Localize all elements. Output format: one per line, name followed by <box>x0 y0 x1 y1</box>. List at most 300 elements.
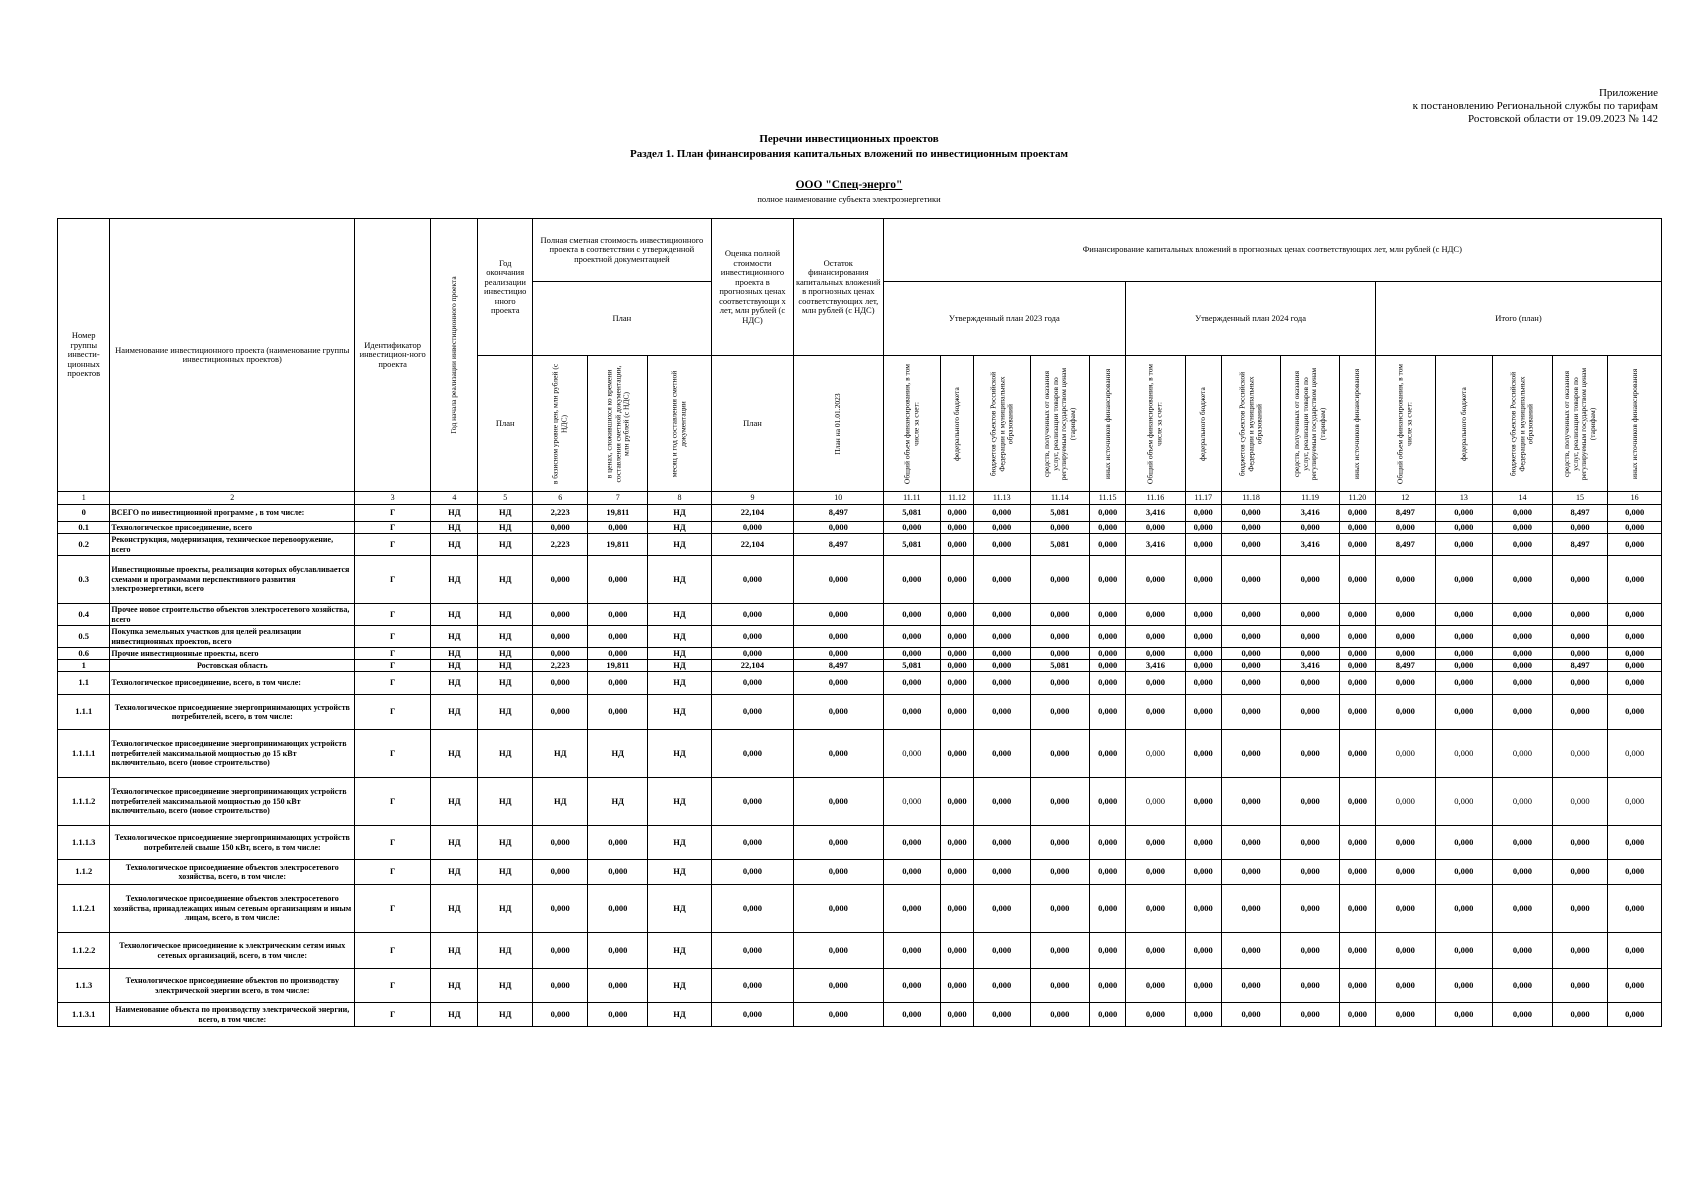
row-name-cell: Инвестиционные проекты, реализация которых обуславливается схемами и программами перспективного развития электроэнергетики, всего <box>110 556 355 604</box>
row-start-year-cell: НД <box>431 556 478 604</box>
row-financing-cell: 0,000 <box>941 534 974 556</box>
header-current-price: в ценах, сложившихся ко времени составления сметной документации, млн рублей (с НДС) <box>588 356 648 492</box>
header-2023-regional: бюджетов субъектов Российской Федерации и муниципальных образований <box>973 356 1030 492</box>
row-financing-cell: 0,000 <box>1126 695 1186 730</box>
table-row <box>58 522 1662 534</box>
row-financing-cell: 0,000 <box>1281 695 1340 730</box>
row-remaining-cell: 0,000 <box>794 604 883 626</box>
row-base-price-cell: 2,223 <box>532 660 588 672</box>
header-estimate-date: месяц и год составления сметной документации <box>648 356 712 492</box>
row-financing-cell: 0,000 <box>1493 885 1553 933</box>
row-financing-cell: 0,000 <box>1552 695 1608 730</box>
row-financing-cell: 0,000 <box>1221 826 1281 860</box>
row-financing-cell: 0,000 <box>1090 969 1126 1003</box>
row-financing-cell: 0,000 <box>1090 933 1126 969</box>
row-end-year-cell: НД <box>478 730 532 778</box>
table-row <box>58 730 1662 778</box>
row-start-year-cell: НД <box>431 826 478 860</box>
row-financing-cell: 0,000 <box>1435 1003 1493 1027</box>
row-financing-cell: 0,000 <box>1375 969 1435 1003</box>
row-financing-cell: 0,000 <box>883 1003 941 1027</box>
row-estimate-cell: 0,000 <box>711 969 793 1003</box>
row-financing-cell: 0,000 <box>1185 730 1221 778</box>
row-financing-cell: 0,000 <box>1221 885 1281 933</box>
row-financing-cell: 0,000 <box>1185 860 1221 885</box>
row-financing-cell: 0,000 <box>973 860 1030 885</box>
row-financing-cell: 0,000 <box>1435 556 1493 604</box>
row-estimate-date-cell: НД <box>648 969 712 1003</box>
row-name-cell: Технологическое присоединение, всего <box>110 522 355 534</box>
row-remaining-cell: 0,000 <box>794 672 883 695</box>
row-financing-cell: 0,000 <box>1493 730 1553 778</box>
row-financing-cell: 0,000 <box>1030 604 1090 626</box>
row-financing-cell: 0,000 <box>1339 534 1375 556</box>
row-financing-cell: 0,000 <box>1185 522 1221 534</box>
row-financing-cell: 0,000 <box>1552 626 1608 648</box>
row-name-cell: Технологическое присоединение энергопринимающих устройств потребителей максимальной мощностью до 15 кВт включительно, всего (новое строительство) <box>110 730 355 778</box>
header-plan-2023: Утвержденный план 2023 года <box>883 282 1126 356</box>
row-financing-cell: 0,000 <box>1608 672 1662 695</box>
row-financing-cell: 0,000 <box>883 695 941 730</box>
row-financing-cell: 0,000 <box>1185 672 1221 695</box>
row-financing-cell: 0,000 <box>1030 648 1090 660</box>
row-id-cell: Г <box>355 730 431 778</box>
column-number-cell: 2 <box>110 492 355 505</box>
row-financing-cell: 0,000 <box>1090 885 1126 933</box>
row-financing-cell: 0,000 <box>1608 626 1662 648</box>
table-body <box>58 492 1662 1027</box>
row-estimate-cell: 0,000 <box>711 885 793 933</box>
row-financing-cell: 0,000 <box>1608 604 1662 626</box>
row-financing-cell: 0,000 <box>1375 626 1435 648</box>
row-number-cell: 1.1.3 <box>58 969 110 1003</box>
row-estimate-date-cell: НД <box>648 695 712 730</box>
row-financing-cell: 0,000 <box>1126 672 1186 695</box>
row-financing-cell: 0,000 <box>1339 933 1375 969</box>
row-estimate-cell: 0,000 <box>711 695 793 730</box>
row-financing-cell: 0,000 <box>1375 648 1435 660</box>
row-financing-cell: 0,000 <box>1281 969 1340 1003</box>
header-project-id: Идентификатор инвестицион-ного проекта <box>355 219 431 492</box>
table-row <box>58 556 1662 604</box>
row-financing-cell: 0,000 <box>1608 505 1662 522</box>
table-row <box>58 885 1662 933</box>
row-end-year-cell: НД <box>478 604 532 626</box>
row-financing-cell: 0,000 <box>1030 730 1090 778</box>
row-estimate-cell: 0,000 <box>711 626 793 648</box>
row-remaining-cell: 0,000 <box>794 648 883 660</box>
row-financing-cell: 0,000 <box>1375 860 1435 885</box>
row-financing-cell: 0,000 <box>1030 969 1090 1003</box>
header-cost-estimate: Оценка полной стоимости инвестиционного проекта в прогнозных ценах соответствующи х лет, млн рублей (с НДС) <box>711 219 793 356</box>
row-estimate-date-cell: НД <box>648 933 712 969</box>
row-financing-cell: 0,000 <box>883 648 941 660</box>
row-remaining-cell: 0,000 <box>794 969 883 1003</box>
column-number-cell: 8 <box>648 492 712 505</box>
row-financing-cell: 0,000 <box>1126 860 1186 885</box>
table-row <box>58 860 1662 885</box>
row-financing-cell: 0,000 <box>1435 860 1493 885</box>
row-number-cell: 1.1.2.1 <box>58 885 110 933</box>
row-estimate-cell: 0,000 <box>711 604 793 626</box>
row-financing-cell: 0,000 <box>1185 885 1221 933</box>
row-estimate-cell: 0,000 <box>711 826 793 860</box>
row-financing-cell: 0,000 <box>1552 969 1608 1003</box>
row-financing-cell: 0,000 <box>1608 522 1662 534</box>
row-financing-cell: 0,000 <box>973 672 1030 695</box>
row-financing-cell: 0,000 <box>1608 778 1662 826</box>
row-financing-cell: 0,000 <box>973 695 1030 730</box>
table-row <box>58 826 1662 860</box>
header-plan-total: Итого (план) <box>1375 282 1661 356</box>
annex-line: Приложение <box>1598 87 1658 99</box>
row-financing-cell: 0,000 <box>1493 826 1553 860</box>
header-plan-2024: Утвержденный план 2024 года <box>1126 282 1376 356</box>
row-base-price-cell: 0,000 <box>532 626 588 648</box>
row-financing-cell: 0,000 <box>1608 660 1662 672</box>
row-financing-cell: 0,000 <box>1339 522 1375 534</box>
row-id-cell: Г <box>355 660 431 672</box>
row-current-price-cell: 0,000 <box>588 626 648 648</box>
row-financing-cell: 0,000 <box>1493 604 1553 626</box>
row-financing-cell: 0,000 <box>1090 672 1126 695</box>
row-financing-cell: 0,000 <box>1281 730 1340 778</box>
row-end-year-cell: НД <box>478 556 532 604</box>
row-financing-cell: 0,000 <box>883 604 941 626</box>
row-financing-cell: 0,000 <box>1339 860 1375 885</box>
row-financing-cell: 0,000 <box>1608 1003 1662 1027</box>
row-current-price-cell: НД <box>588 730 648 778</box>
header-full-cost-plan: План <box>532 282 711 356</box>
row-financing-cell: 0,000 <box>1608 648 1662 660</box>
row-estimate-date-cell: НД <box>648 534 712 556</box>
row-financing-cell: 0,000 <box>1552 604 1608 626</box>
row-base-price-cell: 0,000 <box>532 885 588 933</box>
row-financing-cell: 0,000 <box>1185 648 1221 660</box>
row-start-year-cell: НД <box>431 660 478 672</box>
row-financing-cell: 0,000 <box>1339 778 1375 826</box>
row-remaining-cell: 0,000 <box>794 885 883 933</box>
row-financing-cell: 0,000 <box>1435 778 1493 826</box>
column-number-cell: 7 <box>588 492 648 505</box>
row-name-cell: Технологическое присоединение объектов по производству электрической энергии всего, в том числе: <box>110 969 355 1003</box>
row-base-price-cell: 0,000 <box>532 826 588 860</box>
row-financing-cell: 0,000 <box>1281 556 1340 604</box>
column-number-cell: 11.18 <box>1221 492 1281 505</box>
row-end-year-cell: НД <box>478 660 532 672</box>
row-financing-cell: 0,000 <box>1030 1003 1090 1027</box>
row-end-year-cell: НД <box>478 626 532 648</box>
row-financing-cell: 0,000 <box>1339 672 1375 695</box>
row-financing-cell: 0,000 <box>1435 534 1493 556</box>
row-financing-cell: 0,000 <box>973 933 1030 969</box>
column-number-cell: 4 <box>431 492 478 505</box>
header-total-tariff: средств, полученных от оказания услуг, реализации товаров по регулируемым государством ценам (тарифам) <box>1552 356 1608 492</box>
row-financing-cell: 0,000 <box>941 885 974 933</box>
row-end-year-cell: НД <box>478 1003 532 1027</box>
header-2023-total: Общий объем финансирования, в том числе за счет: <box>883 356 941 492</box>
row-number-cell: 0.1 <box>58 522 110 534</box>
row-current-price-cell: 0,000 <box>588 933 648 969</box>
row-financing-cell: 0,000 <box>1339 556 1375 604</box>
row-number-cell: 1.1.2 <box>58 860 110 885</box>
row-remaining-cell: 0,000 <box>794 626 883 648</box>
row-id-cell: Г <box>355 648 431 660</box>
row-financing-cell: 0,000 <box>1030 778 1090 826</box>
annex-line: Ростовской области от 19.09.2023 № 142 <box>1467 113 1658 125</box>
row-start-year-cell: НД <box>431 672 478 695</box>
column-number-cell: 13 <box>1435 492 1493 505</box>
header-2024-tariff: средств, полученных от оказания услуг, реализации товаров по регулируемым государством ценам (тарифам) <box>1281 356 1340 492</box>
row-current-price-cell: 0,000 <box>588 672 648 695</box>
row-id-cell: Г <box>355 933 431 969</box>
row-financing-cell: 0,000 <box>883 860 941 885</box>
row-financing-cell: 0,000 <box>883 778 941 826</box>
row-remaining-cell: 0,000 <box>794 826 883 860</box>
row-current-price-cell: 0,000 <box>588 522 648 534</box>
row-financing-cell: 0,000 <box>973 730 1030 778</box>
row-financing-cell: 0,000 <box>941 860 974 885</box>
row-name-cell: ВСЕГО по инвестиционной программе , в том числе: <box>110 505 355 522</box>
table-row <box>58 660 1662 672</box>
column-number-cell: 11.20 <box>1339 492 1375 505</box>
header-project-name: Наименование инвестиционного проекта (наименование группы инвестиционных проектов) <box>110 219 355 492</box>
row-financing-cell: 0,000 <box>1435 505 1493 522</box>
header-total-regional: бюджетов субъектов Российской Федерации и муниципальных образований <box>1493 356 1553 492</box>
row-financing-cell: 5,081 <box>1030 660 1090 672</box>
row-base-price-cell: 0,000 <box>532 860 588 885</box>
header-remaining-plan: План на 01.01.2023 <box>794 356 883 492</box>
row-financing-cell: 0,000 <box>941 604 974 626</box>
row-financing-cell: 0,000 <box>1493 969 1553 1003</box>
row-name-cell: Технологическое присоединение, всего, в том числе: <box>110 672 355 695</box>
row-number-cell: 1.1.3.1 <box>58 1003 110 1027</box>
row-financing-cell: 0,000 <box>973 505 1030 522</box>
document-title: Перечни инвестиционных проектов <box>759 133 939 145</box>
row-start-year-cell: НД <box>431 1003 478 1027</box>
row-end-year-cell: НД <box>478 969 532 1003</box>
row-financing-cell: 5,081 <box>1030 534 1090 556</box>
row-remaining-cell: 0,000 <box>794 778 883 826</box>
row-financing-cell: 0,000 <box>883 522 941 534</box>
annex-block <box>1413 87 1658 126</box>
row-financing-cell: 0,000 <box>1090 534 1126 556</box>
row-estimate-date-cell: НД <box>648 505 712 522</box>
row-financing-cell: 5,081 <box>1030 505 1090 522</box>
row-base-price-cell: 0,000 <box>532 604 588 626</box>
row-financing-cell: 0,000 <box>1552 933 1608 969</box>
row-financing-cell: 0,000 <box>1493 1003 1553 1027</box>
row-financing-cell: 0,000 <box>1435 604 1493 626</box>
row-base-price-cell: 0,000 <box>532 695 588 730</box>
row-financing-cell: 0,000 <box>1090 860 1126 885</box>
row-number-cell: 1.1.1.1 <box>58 730 110 778</box>
row-remaining-cell: 8,497 <box>794 534 883 556</box>
row-id-cell: Г <box>355 860 431 885</box>
row-financing-cell: 3,416 <box>1126 660 1186 672</box>
row-financing-cell: 0,000 <box>1375 604 1435 626</box>
row-financing-cell: 0,000 <box>1608 556 1662 604</box>
row-financing-cell: 0,000 <box>1435 672 1493 695</box>
row-financing-cell: 0,000 <box>1339 505 1375 522</box>
row-estimate-date-cell: НД <box>648 672 712 695</box>
row-end-year-cell: НД <box>478 505 532 522</box>
row-financing-cell: 0,000 <box>1126 648 1186 660</box>
row-financing-cell: 0,000 <box>1608 826 1662 860</box>
row-estimate-cell: 22,104 <box>711 660 793 672</box>
header-2024-total: Общий объем финансирования, в том числе за счет: <box>1126 356 1186 492</box>
row-remaining-cell: 0,000 <box>794 933 883 969</box>
header-estimate-plan: План <box>711 356 793 492</box>
row-financing-cell: 0,000 <box>973 604 1030 626</box>
row-end-year-cell: НД <box>478 860 532 885</box>
row-financing-cell: 0,000 <box>1493 660 1553 672</box>
row-financing-cell: 0,000 <box>1435 885 1493 933</box>
row-financing-cell: 0,000 <box>1493 534 1553 556</box>
row-number-cell: 0.6 <box>58 648 110 660</box>
row-estimate-cell: 0,000 <box>711 556 793 604</box>
row-estimate-date-cell: НД <box>648 826 712 860</box>
row-base-price-cell: 2,223 <box>532 534 588 556</box>
row-financing-cell: 0,000 <box>1126 969 1186 1003</box>
row-current-price-cell: 0,000 <box>588 556 648 604</box>
row-financing-cell: 0,000 <box>1608 933 1662 969</box>
table-row <box>58 534 1662 556</box>
row-financing-cell: 0,000 <box>1221 695 1281 730</box>
row-remaining-cell: 0,000 <box>794 860 883 885</box>
row-base-price-cell: 0,000 <box>532 1003 588 1027</box>
row-start-year-cell: НД <box>431 695 478 730</box>
row-id-cell: Г <box>355 778 431 826</box>
row-financing-cell: 0,000 <box>1126 604 1186 626</box>
row-financing-cell: 0,000 <box>1030 626 1090 648</box>
row-current-price-cell: НД <box>588 778 648 826</box>
row-financing-cell: 0,000 <box>1090 1003 1126 1027</box>
row-number-cell: 1.1 <box>58 672 110 695</box>
row-financing-cell: 0,000 <box>973 885 1030 933</box>
row-financing-cell: 0,000 <box>1090 505 1126 522</box>
organization-name: ООО "Спец-энерго" <box>795 179 903 191</box>
organization-caption: полное наименование субъекта электроэнергетики <box>757 194 941 204</box>
column-number-cell: 14 <box>1493 492 1553 505</box>
row-financing-cell: 5,081 <box>883 534 941 556</box>
row-financing-cell: 0,000 <box>1090 660 1126 672</box>
row-financing-cell: 0,000 <box>1493 933 1553 969</box>
row-financing-cell: 0,000 <box>1126 885 1186 933</box>
table-row <box>58 648 1662 660</box>
row-name-cell: Технологическое присоединение энергопринимающих устройств потребителей, всего, в том числе: <box>110 695 355 730</box>
row-financing-cell: 0,000 <box>1221 1003 1281 1027</box>
header-2024-federal: федерального бюджета <box>1185 356 1221 492</box>
row-id-cell: Г <box>355 826 431 860</box>
row-start-year-cell: НД <box>431 648 478 660</box>
row-financing-cell: 0,000 <box>1493 672 1553 695</box>
row-financing-cell: 0,000 <box>1493 695 1553 730</box>
row-financing-cell: 0,000 <box>1435 730 1493 778</box>
row-financing-cell: 8,497 <box>1375 505 1435 522</box>
row-financing-cell: 0,000 <box>1030 672 1090 695</box>
row-financing-cell: 0,000 <box>973 522 1030 534</box>
row-financing-cell: 0,000 <box>1339 885 1375 933</box>
header-full-cost: Полная сметная стоимость инвестиционного проекта в соответствии с утвержденной проектной документацией <box>532 219 711 282</box>
row-financing-cell: 0,000 <box>1493 626 1553 648</box>
row-financing-cell: 0,000 <box>1030 556 1090 604</box>
row-financing-cell: 0,000 <box>1185 695 1221 730</box>
row-start-year-cell: НД <box>431 626 478 648</box>
row-financing-cell: 0,000 <box>1435 826 1493 860</box>
row-financing-cell: 0,000 <box>941 695 974 730</box>
row-financing-cell: 0,000 <box>1552 826 1608 860</box>
row-financing-cell: 0,000 <box>1030 522 1090 534</box>
table-row <box>58 933 1662 969</box>
row-financing-cell: 0,000 <box>1126 522 1186 534</box>
row-financing-cell: 0,000 <box>1281 604 1340 626</box>
row-financing-cell: 0,000 <box>1339 626 1375 648</box>
row-financing-cell: 0,000 <box>973 648 1030 660</box>
header-2023-other: иных источников финансирования <box>1090 356 1126 492</box>
header-base-price: в базисном уровне цен, млн рублей (с НДС) <box>532 356 588 492</box>
table-row <box>58 672 1662 695</box>
row-financing-cell: 0,000 <box>1493 778 1553 826</box>
row-financing-cell: 0,000 <box>883 626 941 648</box>
row-number-cell: 1.1.1.2 <box>58 778 110 826</box>
row-financing-cell: 0,000 <box>1552 556 1608 604</box>
header-financing: Финансирование капитальных вложений в прогнозных ценах соответствующих лет, млн рублей (с НДС) <box>883 219 1661 282</box>
row-financing-cell: 0,000 <box>973 1003 1030 1027</box>
row-name-cell: Наименование объекта по производству электрической энергии, всего, в том числе: <box>110 1003 355 1027</box>
row-number-cell: 1.1.1.3 <box>58 826 110 860</box>
row-financing-cell: 0,000 <box>1221 534 1281 556</box>
row-estimate-date-cell: НД <box>648 626 712 648</box>
row-base-price-cell: 0,000 <box>532 969 588 1003</box>
row-financing-cell: 0,000 <box>973 626 1030 648</box>
row-financing-cell: 0,000 <box>973 534 1030 556</box>
row-name-cell: Технологическое присоединение к электрическим сетям иных сетевых организаций, всего, в том числе: <box>110 933 355 969</box>
row-base-price-cell: 0,000 <box>532 556 588 604</box>
row-remaining-cell: 8,497 <box>794 660 883 672</box>
column-number-cell: 11.16 <box>1126 492 1186 505</box>
row-end-year-cell: НД <box>478 885 532 933</box>
row-financing-cell: 0,000 <box>1185 660 1221 672</box>
table-row <box>58 969 1662 1003</box>
row-financing-cell: 0,000 <box>1185 604 1221 626</box>
row-financing-cell: 0,000 <box>1090 556 1126 604</box>
row-id-cell: Г <box>355 695 431 730</box>
row-financing-cell: 0,000 <box>1493 648 1553 660</box>
row-financing-cell: 0,000 <box>1281 522 1340 534</box>
row-end-year-cell: НД <box>478 778 532 826</box>
row-financing-cell: 0,000 <box>1090 648 1126 660</box>
row-remaining-cell: 0,000 <box>794 522 883 534</box>
row-estimate-cell: 22,104 <box>711 505 793 522</box>
header-total-other: иных источников финансирования <box>1608 356 1662 492</box>
row-financing-cell: 0,000 <box>941 826 974 860</box>
row-estimate-cell: 0,000 <box>711 648 793 660</box>
row-financing-cell: 0,000 <box>883 969 941 1003</box>
row-financing-cell: 8,497 <box>1375 534 1435 556</box>
row-financing-cell: 0,000 <box>1221 933 1281 969</box>
section-title: Раздел 1. План финансирования капитальных вложений по инвестиционным проектам <box>629 148 1069 160</box>
row-financing-cell: 8,497 <box>1552 660 1608 672</box>
header-end-year-plan: План <box>478 356 532 492</box>
table-row <box>58 604 1662 626</box>
row-estimate-cell: 0,000 <box>711 933 793 969</box>
row-financing-cell: 0,000 <box>1339 730 1375 778</box>
row-base-price-cell: 0,000 <box>532 933 588 969</box>
row-start-year-cell: НД <box>431 885 478 933</box>
header-2023-federal: федерального бюджета <box>941 356 974 492</box>
row-financing-cell: 0,000 <box>1090 522 1126 534</box>
